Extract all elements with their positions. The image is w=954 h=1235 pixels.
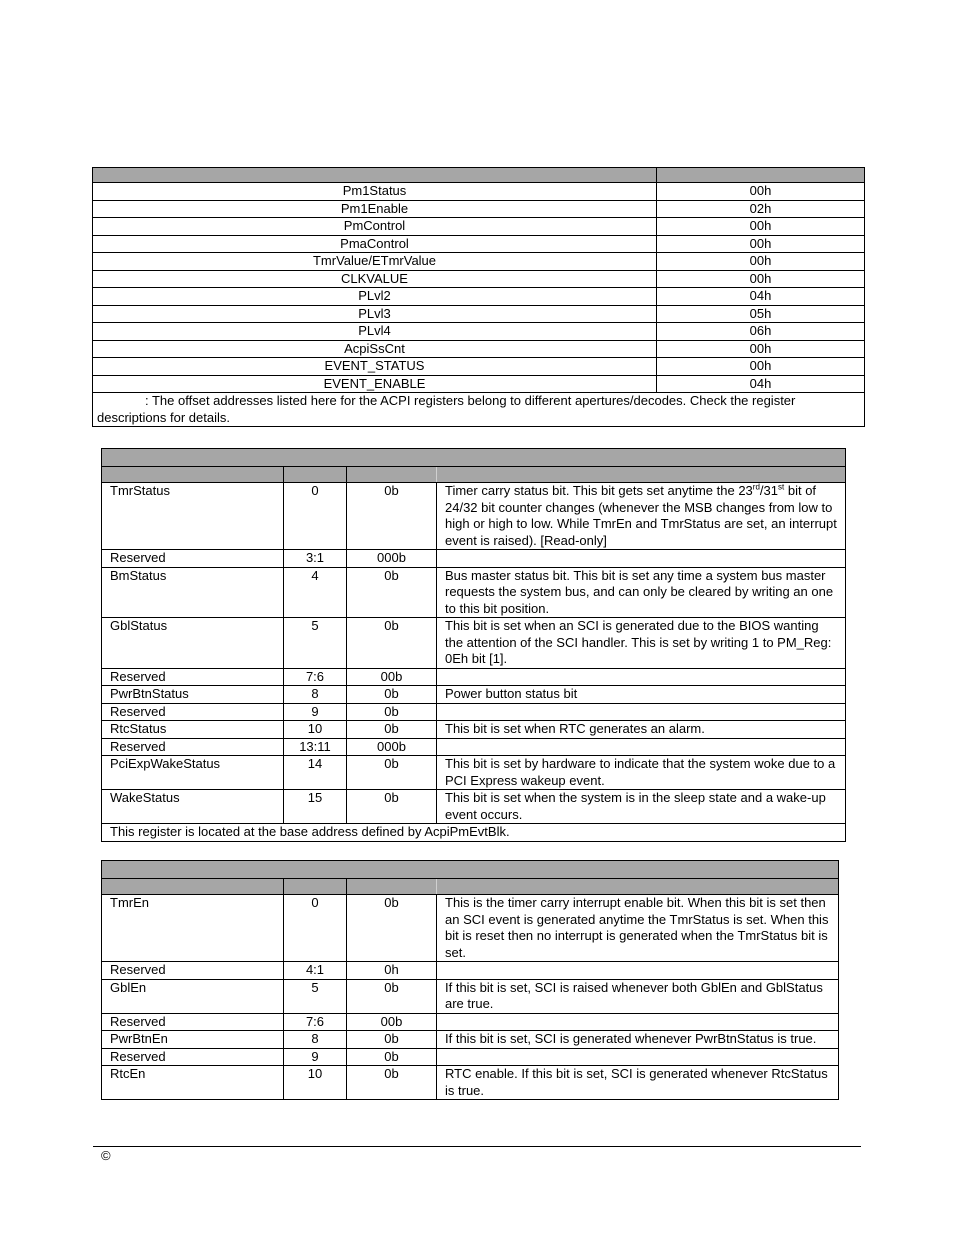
table-row: CLKVALUE 00h: [93, 270, 865, 288]
table-row: PwrBtnEn 8 0b If this bit is set, SCI is generated whenever PwrBtnStatus is true.: [102, 1031, 839, 1049]
tmrstatus-description: Timer carry status bit. This bit gets set anytime the 23rd/31st bit of 24/32 bit counter changes (whenever the MSB changes from low to high or high to low. While TmrEn and TmrStatus are set, an interrupt event is raised). [Read-only]: [437, 483, 846, 550]
pm1status-column-header: [102, 467, 846, 483]
table-row: Reserved 13:11 000b: [102, 738, 846, 756]
table-row: TmrStatus 0 0b Timer carry status bit. This bit gets set anytime the 23rd/31st bit of 24/32 bit counter changes (whenever the MSB changes from low to high or high to low. While TmrEn and TmrStatus are set, an interrupt event is raised). [Read-only]: [102, 483, 846, 550]
pm1enable-title-row: [102, 861, 839, 879]
table-row: AcpiSsCnt 00h: [93, 340, 865, 358]
pm1enable-register-table: [101, 860, 839, 1100]
table-row: GblEn 5 0b If this bit is set, SCI is raised whenever both GblEn and GblStatus are true.: [102, 979, 839, 1013]
table-row: Reserved 7:6 00b: [102, 668, 846, 686]
table-row: Pm1Status 00h: [93, 183, 865, 201]
table-row: Reserved 4:1 0h: [102, 962, 839, 980]
pm1status-note: This register is located at the base address defined by AcpiPmEvtBlk.: [102, 824, 846, 842]
table-row: Reserved 3:1 000b: [102, 550, 846, 568]
acpi-offset-table: [92, 167, 865, 427]
pm1status-register-table: [101, 448, 846, 842]
offset-table-header: [93, 168, 865, 183]
copyright-symbol: ©: [101, 1148, 111, 1163]
table-row: GblStatus 5 0b This bit is set when an SCI is generated due to the BIOS wanting the attention of the SCI handler. This is set by writing 1 to PM_Reg: 0Eh bit [1].: [102, 618, 846, 669]
table-row: Reserved 9 0b: [102, 703, 846, 721]
table-row: PciExpWakeStatus 14 0b This bit is set by hardware to indicate that the system woke due to a PCI Express wakeup event.: [102, 756, 846, 790]
table-row: TmrEn 0 0b This is the timer carry interrupt enable bit. When this bit is set then an SCI event is generated anytime the TmrStatus is set. When this bit is reset then no interrupt is generated when the TmrStatus bit is set.: [102, 895, 839, 962]
table-row: BmStatus 4 0b Bus master status bit. This bit is set any time a system bus master requests the system bus, and can only be cleared by writing an one to this bit position.: [102, 567, 846, 618]
pm1enable-column-header: [102, 879, 839, 895]
table-row: PmaControl 00h: [93, 235, 865, 253]
table-row: RtcEn 10 0b RTC enable. If this bit is set, SCI is generated whenever RtcStatus is true.: [102, 1066, 839, 1100]
table-row: PLvl3 05h: [93, 305, 865, 323]
table-row: PwrBtnStatus 8 0b Power button status bit: [102, 686, 846, 704]
table-row: Reserved 9 0b: [102, 1048, 839, 1066]
table-row: PmControl 00h: [93, 218, 865, 236]
pm1status-title-row: [102, 449, 846, 467]
offset-table-note-row: [93, 393, 865, 427]
table-row: WakeStatus 15 0b This bit is set when the system is in the sleep state and a wake-up event occurs.: [102, 790, 846, 824]
table-row: EVENT_STATUS 00h: [93, 358, 865, 376]
table-row: TmrValue/ETmrValue 00h: [93, 253, 865, 271]
table-row: PLvl4 06h: [93, 323, 865, 341]
table-row: PLvl2 04h: [93, 288, 865, 306]
offset-table-note: : The offset addresses listed here for the ACPI registers belong to different apertures/decodes. Check the register descriptions for details.: [93, 393, 865, 427]
table-row: Pm1Enable 02h: [93, 200, 865, 218]
table-row: Reserved 7:6 00b: [102, 1013, 839, 1031]
table-row: RtcStatus 10 0b This bit is set when RTC generates an alarm.: [102, 721, 846, 739]
table-row: EVENT_ENABLE 04h: [93, 375, 865, 393]
footer-divider: [93, 1146, 861, 1147]
pm1status-note-row: [102, 824, 846, 842]
